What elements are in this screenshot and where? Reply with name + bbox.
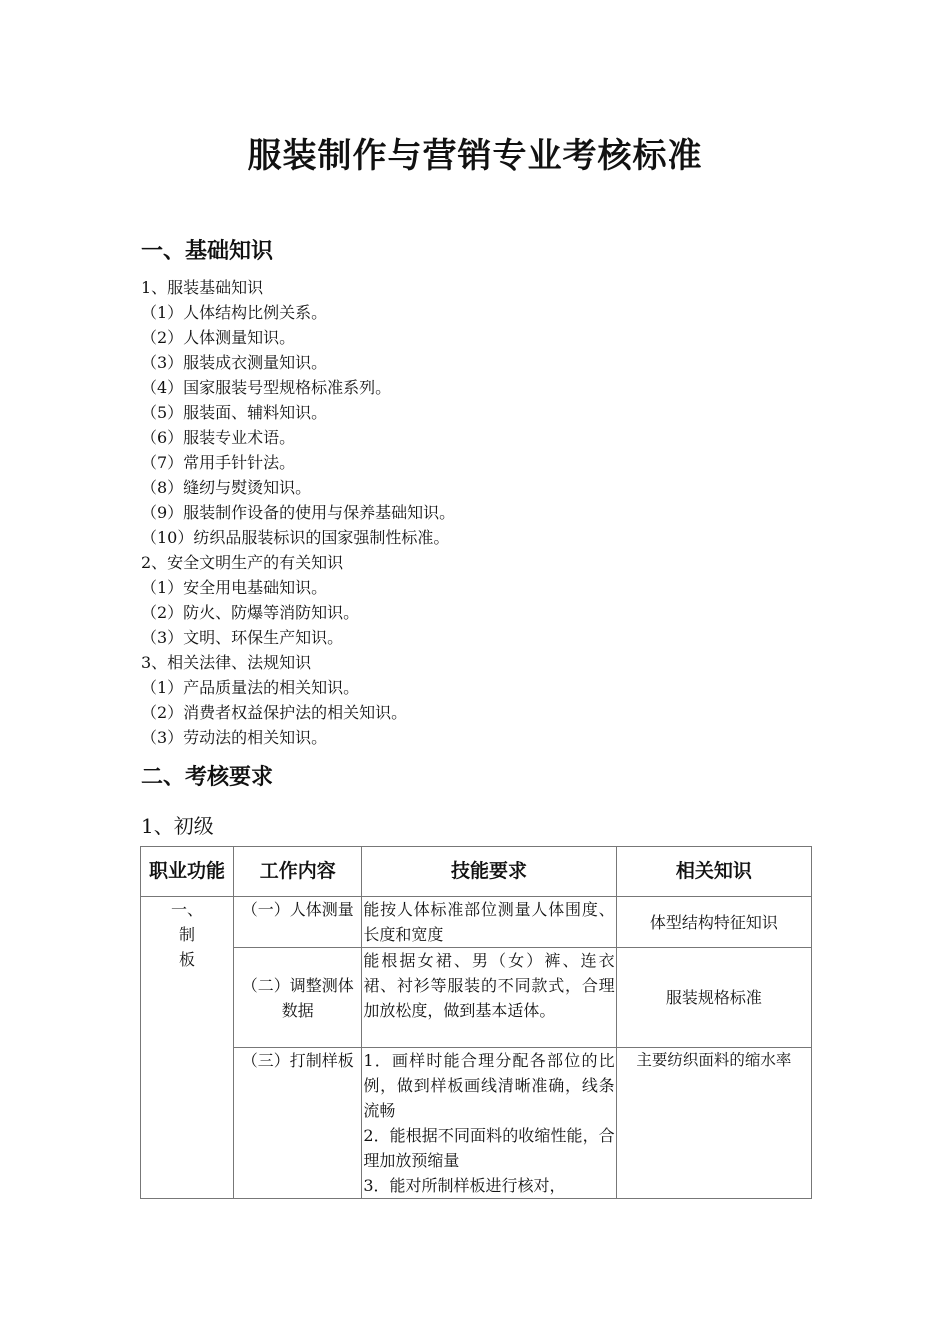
basic-knowledge-list bbox=[141, 275, 455, 750]
knowledge-cell: 服装规格标准 bbox=[616, 948, 811, 1048]
section-heading-basic-knowledge: 一、基础知识 bbox=[141, 239, 274, 264]
knowledge-cell: 主要纺织面料的缩水率 bbox=[616, 1048, 811, 1199]
table-row bbox=[141, 948, 812, 1048]
list-item: （3）文明、环保生产知识。 bbox=[141, 628, 344, 647]
knowledge-cell: 体型结构特征知识 bbox=[616, 897, 811, 948]
assessment-table bbox=[140, 846, 812, 1199]
header-content: 工作内容 bbox=[234, 847, 362, 897]
list-item: （2）防火、防爆等消防知识。 bbox=[141, 603, 360, 622]
table-row bbox=[141, 1048, 812, 1199]
list-item: （2）消费者权益保护法的相关知识。 bbox=[141, 703, 408, 722]
list-item: （9）服装制作设备的使用与保养基础知识。 bbox=[141, 503, 456, 522]
content-cell: （二）调整测体数据 bbox=[234, 948, 362, 1048]
list-item: （10）纺织品服装标识的国家强制性标准。 bbox=[141, 528, 450, 547]
skill-cell: 1．画样时能合理分配各部位的比例，做到样板画线清晰准确，线条流畅 2．能根据不同面料的收缩性能，合理加放预缩量 3．能对所制样板进行核对， bbox=[362, 1048, 616, 1199]
list-item: （5）服装面、辅料知识。 bbox=[141, 403, 328, 422]
list-item: （3）服装成衣测量知识。 bbox=[141, 353, 328, 372]
skill-cell: 能按人体标准部位测量人体围度、长度和宽度 bbox=[362, 897, 616, 948]
list-item: （2）人体测量知识。 bbox=[141, 328, 296, 347]
content-cell: （一）人体测量 bbox=[234, 897, 362, 948]
list-item: （1）安全用电基础知识。 bbox=[141, 578, 328, 597]
list-item: 3、相关法律、法规知识 bbox=[141, 653, 312, 672]
list-item: （6）服装专业术语。 bbox=[141, 428, 296, 447]
function-cell: 一、 制 板 bbox=[141, 897, 234, 1199]
header-function: 职业功能 bbox=[141, 847, 234, 897]
list-item: （3）劳动法的相关知识。 bbox=[141, 728, 328, 747]
header-knowledge: 相关知识 bbox=[616, 847, 811, 897]
document-title: 服装制作与营销专业考核标准 bbox=[247, 136, 703, 176]
list-item: （1）产品质量法的相关知识。 bbox=[141, 678, 360, 697]
header-skill: 技能要求 bbox=[362, 847, 616, 897]
list-item: （7）常用手针针法。 bbox=[141, 453, 296, 472]
subheading-level: 1、初级 bbox=[141, 814, 214, 838]
skill-cell: 能根据女裙、男（女）裤、连衣裙、衬衫等服装的不同款式，合理加放松度，做到基本适体。 bbox=[362, 948, 616, 1048]
table-row bbox=[141, 897, 812, 948]
list-item: 1、服装基础知识 bbox=[141, 278, 264, 297]
list-item: （1）人体结构比例关系。 bbox=[141, 303, 328, 322]
list-item: 2、安全文明生产的有关知识 bbox=[141, 553, 344, 572]
content-cell: （三）打制样板 bbox=[234, 1048, 362, 1199]
section-heading-assessment: 二、考核要求 bbox=[141, 765, 274, 790]
list-item: （4）国家服装号型规格标准系列。 bbox=[141, 378, 392, 397]
table-header-row bbox=[141, 847, 812, 897]
list-item: （8）缝纫与熨烫知识。 bbox=[141, 478, 312, 497]
